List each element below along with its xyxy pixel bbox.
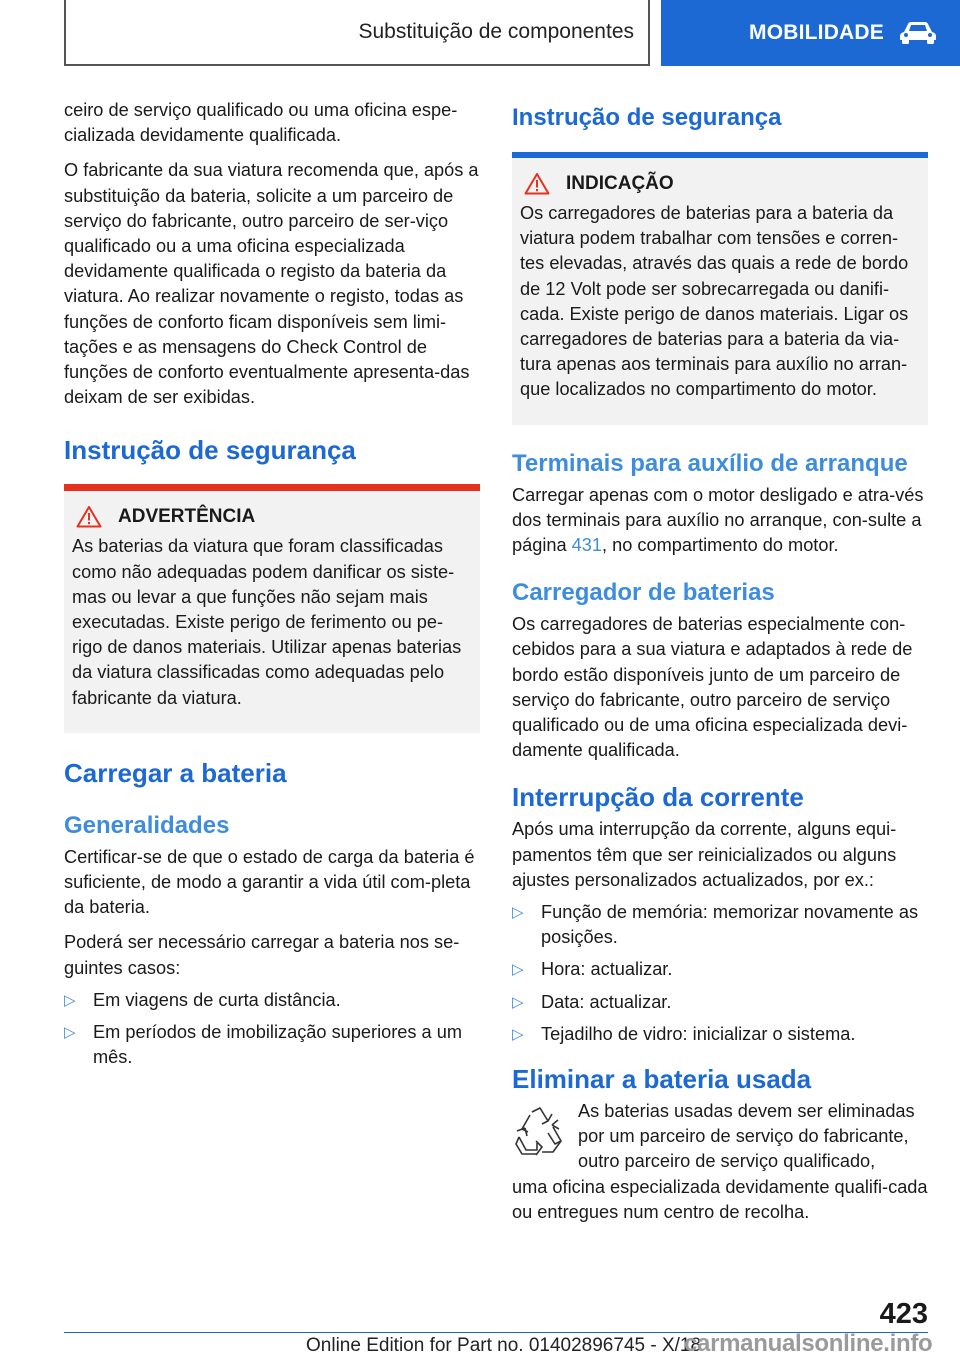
triangle-bullet-icon: ▷ xyxy=(512,961,524,979)
list-item: ▷ Hora: actualizar. xyxy=(512,957,928,982)
heading-safety: Instrução de segurança xyxy=(512,104,782,131)
warning-box xyxy=(64,484,480,732)
note-text: Os carregadores de baterias para a bateria da viatura podem trabalhar com tensões e corren-tes elevadas, através das quais a rede de bordo de 12 Volt pode ser sobrecarregada ou danifi-cada. Existe perigo de danos materiais. Ligar os carregadores de baterias para a bateria da via-tura apenas aos terminais para auxílio no arran-que localizados no compartimento do motor. xyxy=(520,203,909,400)
list-item: ▷ Função de memória: memorizar novamente as posições. xyxy=(512,902,919,948)
warning-triangle-icon xyxy=(524,172,550,195)
heading-jump-terminals: Terminais para auxílio de arranque xyxy=(512,449,908,477)
paragraph: Certificar-se de que o estado de carga da bateria é suficiente, de modo a garantir a vida útil com-pleta da bateria. xyxy=(64,846,475,918)
triangle-bullet-icon: ▷ xyxy=(64,1024,76,1042)
heading-general: Generalidades xyxy=(64,811,230,839)
bullet-list xyxy=(512,900,928,1047)
list-item: ▷ Data: actualizar. xyxy=(512,990,928,1015)
right-column xyxy=(512,98,928,1235)
heading-safety: Instrução de segurança xyxy=(64,435,356,466)
recycling-row xyxy=(512,1099,928,1175)
list-item: ▷ Tejadilho de vidro: inicializar o sistema. xyxy=(512,1022,928,1047)
paragraph: Os carregadores de baterias especialmente con-cebidos para a sua viatura e adaptados à rede de bordo estão disponíveis junto de um parceiro de serviço do fabricante, outro parceiro de serviço qualificado ou de uma oficina especializada devi-damente qualificada. xyxy=(512,614,913,761)
warning-bar xyxy=(64,484,480,491)
warning-title: ADVERTÊNCIA xyxy=(118,505,256,527)
page-link[interactable]: 431 xyxy=(571,535,603,556)
note-box xyxy=(512,152,928,425)
list-item: ▷ Em períodos de imobilização superiores a um mês. xyxy=(64,1022,462,1068)
page-number: 423 xyxy=(879,1298,928,1330)
heading-power-interruption: Interrupção da corrente xyxy=(512,782,804,813)
paragraph: As baterias usadas devem ser eliminadas por um parceiro de serviço do fabricante, outro parceiro de serviço qualificado, xyxy=(578,1101,915,1172)
footer-edition: Online Edition for Part no. 01402896745 - X/18 xyxy=(306,1335,702,1356)
heading-charger: Carregador de baterias xyxy=(512,579,775,607)
triangle-bullet-icon: ▷ xyxy=(512,1025,524,1043)
recycling-icon xyxy=(512,1105,568,1159)
header-chapter-title: MOBILIDADE xyxy=(749,21,884,44)
warning-text: As baterias da viatura que foram classificadas como não adequadas podem danificar os siste-mas ou levar a que funções não sejam mais executadas. Existe perigo de ferimento ou pe-rigo de danos materiais. Utilizar apenas baterias da viatura classificadas como adequadas pelo fabricante da viatura. xyxy=(72,536,462,708)
paragraph: O fabricante da sua viatura recomenda que, após a substituição da bateria, solicite a um parceiro de serviço do fabricante, outro parceiro de ser-viço qualificado ou a uma oficina especializada devidamente qualificada o registo da bateria da viatura. Ao realizar novamente o registo, todas as funções de conforto ficam disponíveis sem limi-tações e as mensagens do Check Control de funções de conforto eventualmente apresenta-das deixam de ser exibidas. xyxy=(64,160,479,408)
header-section-tab xyxy=(64,0,650,66)
heading-dispose-battery: Eliminar a bateria usada xyxy=(512,1064,812,1095)
car-icon xyxy=(898,21,938,45)
note-title: INDICAÇÃO xyxy=(566,172,674,194)
triangle-bullet-icon: ▷ xyxy=(64,991,76,1009)
triangle-bullet-icon: ▷ xyxy=(512,993,524,1011)
paragraph: Carregar apenas com o motor desligado e atra-vés dos terminais para auxílio no arranque, con-sulte a página 431, no compartimento do motor. xyxy=(512,484,924,556)
bullet-list xyxy=(64,988,480,1071)
header-chapter-tab xyxy=(661,0,960,66)
heading-charge-battery: Carregar a bateria xyxy=(64,757,287,788)
list-item: ▷ Em viagens de curta distância. xyxy=(64,988,480,1013)
watermark: carmanualsonline.info xyxy=(684,1330,933,1357)
warning-triangle-icon xyxy=(76,505,102,528)
triangle-bullet-icon: ▷ xyxy=(512,904,524,922)
left-column xyxy=(64,98,480,1077)
paragraph: ceiro de serviço qualificado ou uma oficina espe-cializada devidamente qualificada. xyxy=(64,100,458,146)
paragraph: Após uma interrupção da corrente, alguns equi-pamentos têm que ser reinicializados ou alguns ajustes personalizados actualizados, por ex.: xyxy=(512,819,897,890)
paragraph: uma oficina especializada devidamente qualifi-cada ou entregues num centro de recolha. xyxy=(512,1176,928,1222)
header-section-title: Substituição de componentes xyxy=(358,20,634,43)
paragraph: Poderá ser necessário carregar a bateria nos se-guintes casos: xyxy=(64,932,460,978)
